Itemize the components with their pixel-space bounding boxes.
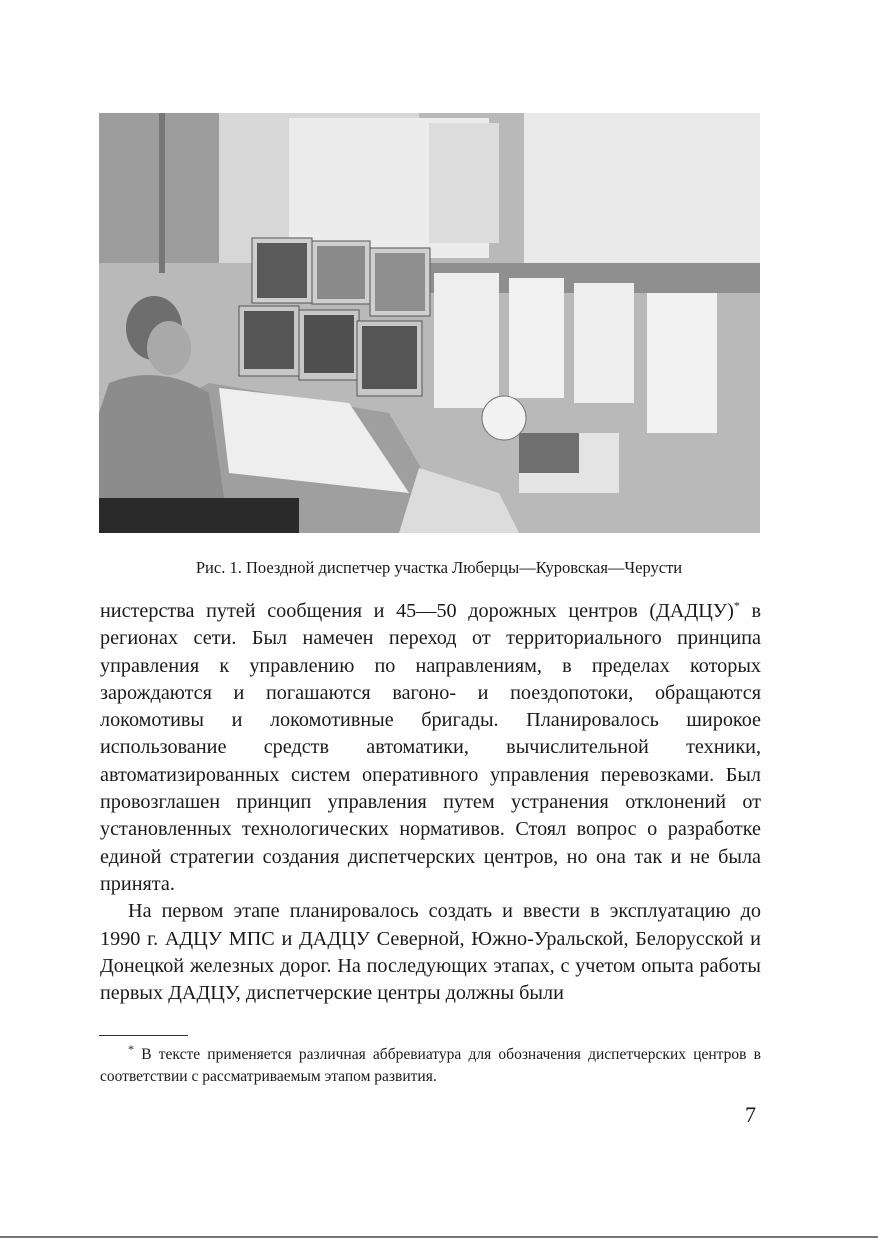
figure-photo [99, 113, 760, 533]
page-bottom-edge [0, 1236, 878, 1238]
photo-illustration [99, 113, 760, 533]
paragraph-text: нистерства путей сообщения и 45—50 дорожных центров (ДАДЦУ) [100, 600, 734, 622]
figure-caption: Рис. 1. Поездной диспетчер участка Люберцы—Куровская—Черусти [195, 558, 683, 577]
page-number: 7 [745, 1102, 756, 1127]
footnote-reference[interactable]: * [733, 598, 740, 613]
footnote-text [100, 1041, 761, 1088]
paragraph: На первом этапе планировалось создать и ввести в эксплуатацию до 1990 г. АДЦУ МПС и ДАДЦУ Северной, Южно-Уральской, Белорусской и Донецкой железных дорог. На последующих этапах, с учетом опыта работы первых ДАДЦУ, диспетчерские центры должны были [100, 900, 761, 1005]
paragraph [100, 598, 761, 898]
footnote-mark: * [128, 1041, 134, 1056]
footnote-separator [99, 1035, 188, 1036]
paragraph-text-continued: в регионах сети. Был намечен переход от территориального принципа управления к управлению по направлениям, в пределах которых зарождаются и погашаются вагоно- и поездопотоки, обращаются локомотивы и локомотивные бригады. Планировалось широкое использование средств автоматики, вычислительной техники, автоматизированных систем оперативного управления перевозками. Был провозглашен принцип управления путем устранения отклонений от установленных технологических нормативов. Стоял вопрос о разработке единой стратегии создания диспетчерских центров, но она так и не была принята. [100, 600, 761, 895]
body-text [100, 598, 761, 1007]
footnote [100, 1041, 761, 1088]
footnote-body: В тексте применяется различная аббревиатура для обозначения диспетчерских центров в соответствии с рассматриваемым этапом развития. [100, 1046, 761, 1085]
